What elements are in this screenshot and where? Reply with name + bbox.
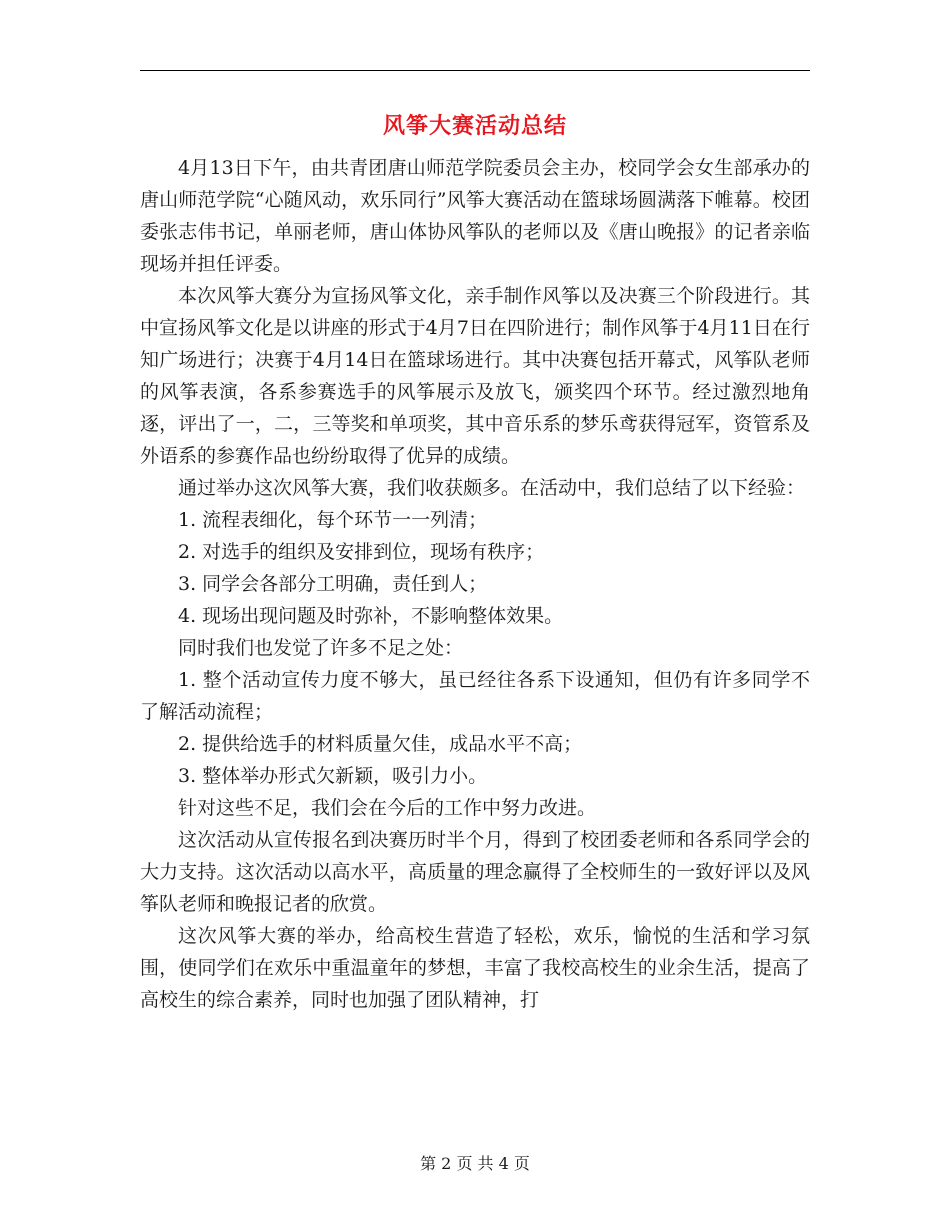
experience-item-2: 2. 对选手的组织及安排到位，现场有秩序； (178, 541, 545, 563)
experience-item-4: 4. 现场出现问题及时弥补，不影响整体效果。 (178, 605, 564, 627)
paragraph-intro: 4月13日下午，由共青团唐山师范学院委员会主办，校同学会女生部承办的唐山师范学院“心随风动，欢乐同行”风筝大赛活动在篮球场圆满落下帷幕。校团委张志伟书记，单丽老师，唐山体协风筝队的老师以及《唐山晚报》的记者亲临现场并担任评委。 (140, 157, 810, 275)
experience-item-3: 3. 同学会各部分工明确，责任到人； (178, 573, 488, 595)
shortcoming-item-3: 3. 整体举办形式欠新颖，吸引力小。 (178, 765, 488, 787)
paragraph-benefits: 这次风筝大赛的举办，给高校生营造了轻松，欢乐，愉悦的生活和学习氛围，使同学们在欢乐中重温童年的梦想，丰富了我校高校生的业余生活，提高了高校生的综合素养，同时也加强了团队精神，打 (140, 925, 810, 1011)
paragraph-support: 这次活动从宣传报名到决赛历时半个月，得到了校团委老师和各系同学会的大力支持。这次活动以高水平，高质量的理念赢得了全校师生的一致好评以及风筝队老师和晚报记者的欣赏。 (140, 829, 810, 915)
page-footer: 第 2 页 共 4 页 (420, 1154, 530, 1173)
document-body (140, 152, 810, 1016)
shortcoming-item-1: 1. 整个活动宣传力度不够大，虽已经往各系下设通知，但仍有许多同学不了解活动流程； (140, 669, 810, 723)
experience-item-1: 1. 流程表细化，每个环节一一列清； (178, 509, 488, 531)
paragraph-experience-intro: 通过举办这次风筝大赛，我们收获颇多。在活动中，我们总结了以下经验： (178, 477, 806, 499)
header-rule (140, 70, 810, 71)
paragraph-stages: 本次风筝大赛分为宣扬风筝文化，亲手制作风筝以及决赛三个阶段进行。其中宣扬风筝文化是以讲座的形式于4月7日在四阶进行；制作风筝于4月11日在行知广场进行；决赛于4月14日在篮球场进行。其中决赛包括开幕式，风筝队老师的风筝表演，各系参赛选手的风筝展示及放飞，颁奖四个环节。经过激烈地角逐，评出了一，二，三等奖和单项奖，其中音乐系的梦乐鸢获得冠军，资管系及外语系的参赛作品也纷纷取得了优异的成绩。 (140, 285, 810, 467)
paragraph-improvement: 针对这些不足，我们会在今后的工作中努力改进。 (178, 797, 597, 819)
document-title: 风筝大赛活动总结 (382, 113, 567, 139)
paragraph-shortcomings-intro: 同时我们也发觉了许多不足之处： (178, 637, 464, 659)
shortcoming-item-2: 2. 提供给选手的材料质量欠佳，成品水平不高； (178, 733, 583, 755)
